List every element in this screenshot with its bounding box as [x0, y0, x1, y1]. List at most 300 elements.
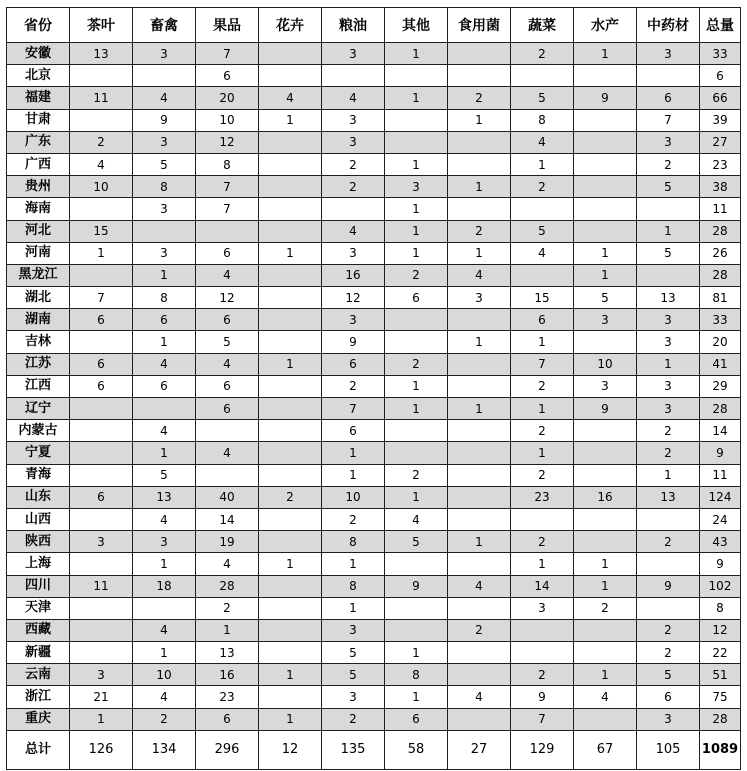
province-name: 上海 [7, 553, 70, 575]
count-cell [574, 708, 637, 730]
count-cell: 13 [637, 486, 700, 508]
count-cell [511, 198, 574, 220]
count-cell: 4 [133, 686, 196, 708]
count-cell [70, 508, 133, 530]
count-cell: 6 [637, 686, 700, 708]
count-cell: 9 [511, 686, 574, 708]
count-cell [133, 398, 196, 420]
row-total-cell: 43 [700, 531, 741, 553]
count-cell: 3 [133, 131, 196, 153]
count-cell [259, 619, 322, 641]
count-cell: 1 [259, 708, 322, 730]
count-cell: 1 [385, 87, 448, 109]
count-cell: 6 [385, 287, 448, 309]
table-row [7, 486, 741, 508]
count-cell [574, 331, 637, 353]
count-cell: 9 [322, 331, 385, 353]
header-herbal-medicine: 中药材 [637, 8, 700, 43]
row-total-cell: 29 [700, 375, 741, 397]
count-cell: 8 [133, 287, 196, 309]
count-cell: 1 [259, 553, 322, 575]
count-cell: 1 [385, 220, 448, 242]
count-cell: 1 [574, 553, 637, 575]
province-name: 重庆 [7, 708, 70, 730]
row-total-cell: 14 [700, 420, 741, 442]
count-cell [448, 664, 511, 686]
count-cell: 1 [70, 242, 133, 264]
count-cell: 23 [511, 486, 574, 508]
count-cell: 6 [133, 309, 196, 331]
province-name: 西藏 [7, 619, 70, 641]
count-cell: 1 [322, 464, 385, 486]
count-cell [385, 131, 448, 153]
count-cell [448, 198, 511, 220]
count-cell: 12 [196, 131, 259, 153]
count-cell [259, 420, 322, 442]
count-cell: 1 [511, 398, 574, 420]
totals-cell: 296 [196, 730, 259, 769]
table-row [7, 664, 741, 686]
count-cell: 1 [385, 486, 448, 508]
count-cell [574, 198, 637, 220]
count-cell: 5 [196, 331, 259, 353]
count-cell: 5 [133, 153, 196, 175]
row-total-cell: 24 [700, 508, 741, 530]
totals-cell: 126 [70, 730, 133, 769]
table-row [7, 575, 741, 597]
count-cell: 13 [133, 486, 196, 508]
count-cell [259, 176, 322, 198]
row-total-cell: 12 [700, 619, 741, 641]
count-cell: 2 [637, 442, 700, 464]
count-cell: 5 [637, 664, 700, 686]
count-cell: 1 [637, 353, 700, 375]
table-row [7, 508, 741, 530]
count-cell [259, 575, 322, 597]
count-cell: 7 [511, 708, 574, 730]
count-cell: 7 [511, 353, 574, 375]
count-cell [259, 398, 322, 420]
count-cell [385, 597, 448, 619]
count-cell: 2 [511, 43, 574, 65]
count-cell [448, 508, 511, 530]
province-name: 湖南 [7, 309, 70, 331]
count-cell: 2 [259, 486, 322, 508]
count-cell: 2 [637, 619, 700, 641]
province-name: 新疆 [7, 642, 70, 664]
header-row [7, 8, 741, 43]
table-row [7, 65, 741, 87]
count-cell [259, 198, 322, 220]
count-cell [70, 553, 133, 575]
count-cell: 8 [133, 176, 196, 198]
count-cell [385, 619, 448, 641]
count-cell: 10 [322, 486, 385, 508]
row-total-cell: 11 [700, 464, 741, 486]
row-total-cell: 23 [700, 153, 741, 175]
totals-cell: 105 [637, 730, 700, 769]
row-total-cell: 38 [700, 176, 741, 198]
count-cell: 6 [133, 375, 196, 397]
count-cell [70, 65, 133, 87]
table-row [7, 220, 741, 242]
count-cell [574, 442, 637, 464]
province-name: 河北 [7, 220, 70, 242]
table-row [7, 309, 741, 331]
count-cell: 3 [322, 109, 385, 131]
count-cell [448, 442, 511, 464]
table-row [7, 708, 741, 730]
count-cell: 1 [448, 242, 511, 264]
count-cell [322, 198, 385, 220]
count-cell: 15 [511, 287, 574, 309]
count-cell: 1 [322, 553, 385, 575]
count-cell [70, 420, 133, 442]
table-row [7, 642, 741, 664]
count-cell [448, 553, 511, 575]
count-cell: 1 [574, 242, 637, 264]
count-cell: 3 [70, 531, 133, 553]
table-row [7, 264, 741, 286]
table-row [7, 531, 741, 553]
count-cell [259, 375, 322, 397]
count-cell: 6 [70, 353, 133, 375]
count-cell: 14 [196, 508, 259, 530]
count-cell [196, 220, 259, 242]
count-cell: 4 [196, 264, 259, 286]
count-cell: 2 [511, 375, 574, 397]
count-cell: 1 [448, 331, 511, 353]
count-cell: 3 [133, 531, 196, 553]
row-total-cell: 102 [700, 575, 741, 597]
count-cell: 8 [385, 664, 448, 686]
row-total-cell: 28 [700, 220, 741, 242]
table-row [7, 331, 741, 353]
count-cell: 1 [259, 353, 322, 375]
count-cell: 6 [637, 87, 700, 109]
province-name: 广西 [7, 153, 70, 175]
count-cell [259, 220, 322, 242]
count-cell [259, 464, 322, 486]
count-cell: 6 [196, 242, 259, 264]
count-cell [574, 508, 637, 530]
row-total-cell: 9 [700, 442, 741, 464]
count-cell [574, 531, 637, 553]
count-cell [259, 153, 322, 175]
count-cell [70, 198, 133, 220]
province-name: 湖北 [7, 287, 70, 309]
count-cell [385, 109, 448, 131]
totals-label: 总计 [7, 730, 70, 769]
table-row [7, 686, 741, 708]
header-total: 总量 [700, 8, 741, 43]
count-cell: 1 [511, 331, 574, 353]
count-cell: 4 [448, 575, 511, 597]
count-cell: 6 [196, 309, 259, 331]
header-fruit: 果品 [196, 8, 259, 43]
count-cell: 1 [133, 331, 196, 353]
table-row [7, 619, 741, 641]
count-cell: 1 [511, 553, 574, 575]
count-cell: 2 [448, 87, 511, 109]
count-cell: 2 [70, 131, 133, 153]
count-cell [448, 597, 511, 619]
count-cell [70, 109, 133, 131]
count-cell: 16 [196, 664, 259, 686]
count-cell: 10 [133, 664, 196, 686]
row-total-cell: 33 [700, 43, 741, 65]
count-cell: 15 [70, 220, 133, 242]
count-cell: 1 [385, 642, 448, 664]
totals-cell: 27 [448, 730, 511, 769]
province-name: 宁夏 [7, 442, 70, 464]
province-name: 广东 [7, 131, 70, 153]
count-cell [511, 619, 574, 641]
count-cell: 2 [322, 176, 385, 198]
count-cell: 1 [448, 531, 511, 553]
count-cell [385, 442, 448, 464]
count-cell [574, 464, 637, 486]
count-cell [637, 65, 700, 87]
count-cell: 1 [574, 664, 637, 686]
count-cell: 1 [133, 642, 196, 664]
count-cell: 4 [385, 508, 448, 530]
row-total-cell: 20 [700, 331, 741, 353]
count-cell: 3 [322, 131, 385, 153]
count-cell: 4 [70, 153, 133, 175]
count-cell: 21 [70, 686, 133, 708]
count-cell [259, 43, 322, 65]
count-cell: 2 [511, 420, 574, 442]
count-cell: 1 [196, 619, 259, 641]
province-name: 吉林 [7, 331, 70, 353]
table-row [7, 597, 741, 619]
row-total-cell: 33 [700, 309, 741, 331]
count-cell: 9 [637, 575, 700, 597]
grand-total: 1089 [700, 730, 741, 769]
count-cell: 1 [322, 442, 385, 464]
count-cell [448, 464, 511, 486]
count-cell [511, 508, 574, 530]
count-cell [259, 642, 322, 664]
row-total-cell: 9 [700, 553, 741, 575]
count-cell: 4 [196, 442, 259, 464]
count-cell [70, 619, 133, 641]
table-row [7, 398, 741, 420]
count-cell [259, 264, 322, 286]
count-cell: 5 [322, 664, 385, 686]
count-cell: 1 [448, 176, 511, 198]
count-cell: 1 [385, 242, 448, 264]
count-cell: 2 [511, 531, 574, 553]
count-cell [133, 220, 196, 242]
count-cell: 1 [133, 264, 196, 286]
count-cell [574, 109, 637, 131]
count-cell: 3 [322, 686, 385, 708]
count-cell: 5 [385, 531, 448, 553]
count-cell: 8 [196, 153, 259, 175]
province-name: 黑龙江 [7, 264, 70, 286]
count-cell: 4 [133, 420, 196, 442]
count-cell: 1 [259, 664, 322, 686]
totals-cell: 12 [259, 730, 322, 769]
count-cell [259, 331, 322, 353]
count-cell: 3 [637, 708, 700, 730]
count-cell: 4 [196, 553, 259, 575]
count-cell: 4 [511, 242, 574, 264]
count-cell: 20 [196, 87, 259, 109]
count-cell: 8 [322, 531, 385, 553]
count-cell [385, 309, 448, 331]
count-cell: 7 [322, 398, 385, 420]
count-cell: 10 [70, 176, 133, 198]
province-name: 海南 [7, 198, 70, 220]
count-cell [259, 65, 322, 87]
count-cell [70, 597, 133, 619]
count-cell [70, 398, 133, 420]
count-cell: 4 [259, 87, 322, 109]
count-cell: 5 [511, 220, 574, 242]
count-cell: 2 [574, 597, 637, 619]
count-cell [322, 65, 385, 87]
count-cell [385, 65, 448, 87]
count-cell [385, 553, 448, 575]
table-row [7, 353, 741, 375]
count-cell: 1 [574, 264, 637, 286]
count-cell: 11 [70, 87, 133, 109]
table-row [7, 375, 741, 397]
totals-row [7, 730, 741, 769]
header-grain-oil: 粮油 [322, 8, 385, 43]
count-cell: 3 [385, 176, 448, 198]
count-cell: 5 [322, 642, 385, 664]
count-cell: 9 [574, 398, 637, 420]
count-cell: 9 [385, 575, 448, 597]
province-name: 江苏 [7, 353, 70, 375]
count-cell: 4 [574, 686, 637, 708]
count-cell: 11 [70, 575, 133, 597]
province-name: 安徽 [7, 43, 70, 65]
count-cell: 1 [70, 708, 133, 730]
count-cell: 3 [511, 597, 574, 619]
count-cell: 3 [637, 309, 700, 331]
count-cell: 7 [196, 198, 259, 220]
totals-cell: 134 [133, 730, 196, 769]
count-cell: 6 [196, 398, 259, 420]
count-cell: 1 [385, 686, 448, 708]
table-row [7, 464, 741, 486]
count-cell: 13 [196, 642, 259, 664]
count-cell: 1 [448, 109, 511, 131]
count-cell: 3 [637, 375, 700, 397]
count-cell: 1 [511, 153, 574, 175]
row-total-cell: 66 [700, 87, 741, 109]
count-cell: 7 [70, 287, 133, 309]
count-cell: 4 [322, 87, 385, 109]
count-cell: 6 [385, 708, 448, 730]
count-cell: 1 [385, 43, 448, 65]
count-cell [574, 420, 637, 442]
count-cell: 3 [637, 331, 700, 353]
count-cell: 9 [133, 109, 196, 131]
count-cell: 23 [196, 686, 259, 708]
count-cell [637, 597, 700, 619]
count-cell: 2 [637, 153, 700, 175]
count-cell: 1 [133, 553, 196, 575]
count-cell: 2 [322, 708, 385, 730]
count-cell [448, 153, 511, 175]
count-cell: 14 [511, 575, 574, 597]
row-total-cell: 51 [700, 664, 741, 686]
count-cell [70, 642, 133, 664]
count-cell [637, 198, 700, 220]
table-row [7, 153, 741, 175]
count-cell: 13 [637, 287, 700, 309]
count-cell: 2 [637, 642, 700, 664]
count-cell: 8 [322, 575, 385, 597]
count-cell [133, 597, 196, 619]
count-cell: 1 [448, 398, 511, 420]
count-cell [448, 353, 511, 375]
province-category-table [6, 7, 741, 770]
count-cell [448, 43, 511, 65]
count-cell: 2 [133, 708, 196, 730]
province-name: 甘肃 [7, 109, 70, 131]
header-aquatic: 水产 [574, 8, 637, 43]
header-vegetables: 蔬菜 [511, 8, 574, 43]
count-cell: 10 [196, 109, 259, 131]
count-cell: 2 [637, 420, 700, 442]
count-cell [259, 287, 322, 309]
count-cell: 3 [322, 309, 385, 331]
count-cell: 3 [133, 43, 196, 65]
count-cell: 6 [70, 309, 133, 331]
count-cell: 6 [196, 375, 259, 397]
count-cell [511, 65, 574, 87]
count-cell: 4 [448, 686, 511, 708]
province-name: 山西 [7, 508, 70, 530]
count-cell: 2 [385, 464, 448, 486]
row-total-cell: 39 [700, 109, 741, 131]
province-name: 云南 [7, 664, 70, 686]
row-total-cell: 124 [700, 486, 741, 508]
row-total-cell: 75 [700, 686, 741, 708]
header-flowers: 花卉 [259, 8, 322, 43]
count-cell [259, 686, 322, 708]
count-cell [511, 264, 574, 286]
count-cell: 4 [133, 508, 196, 530]
count-cell: 4 [133, 353, 196, 375]
row-total-cell: 28 [700, 264, 741, 286]
province-name: 河南 [7, 242, 70, 264]
count-cell: 3 [637, 398, 700, 420]
count-cell [574, 131, 637, 153]
count-cell: 2 [511, 664, 574, 686]
province-name: 福建 [7, 87, 70, 109]
count-cell [574, 619, 637, 641]
count-cell: 2 [196, 597, 259, 619]
count-cell: 5 [637, 242, 700, 264]
table-row [7, 198, 741, 220]
province-name: 天津 [7, 597, 70, 619]
count-cell: 1 [637, 464, 700, 486]
count-cell [448, 642, 511, 664]
count-cell [448, 309, 511, 331]
count-cell: 1 [574, 575, 637, 597]
count-cell: 2 [511, 464, 574, 486]
count-cell: 1 [259, 109, 322, 131]
count-cell: 19 [196, 531, 259, 553]
